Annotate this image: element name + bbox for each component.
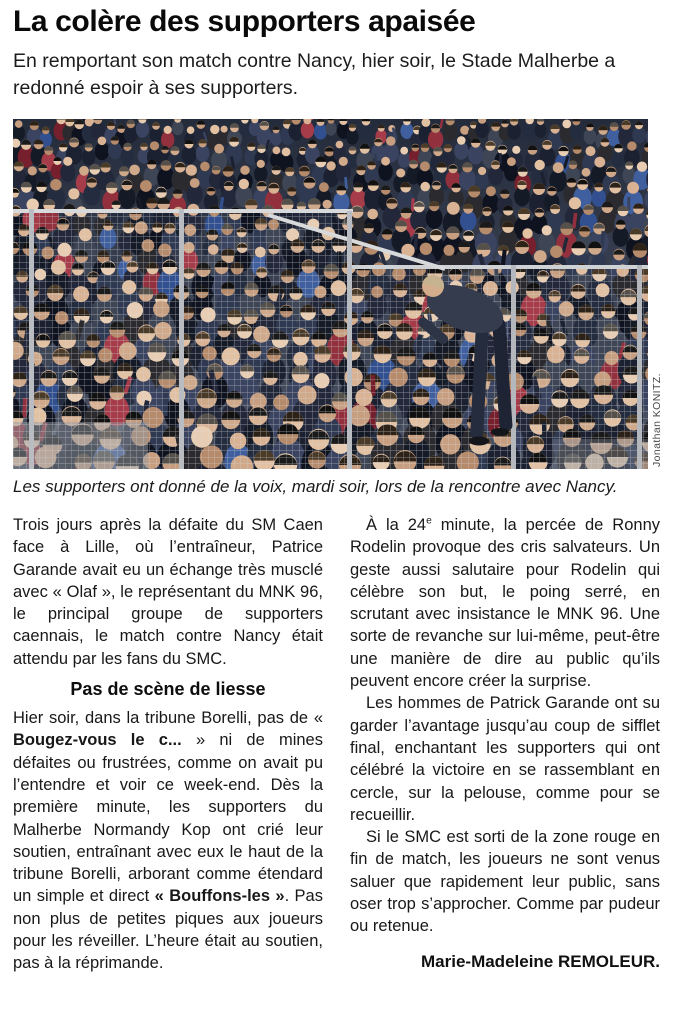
article-body bbox=[13, 514, 660, 975]
column-right bbox=[350, 514, 660, 975]
newspaper-article bbox=[0, 5, 673, 975]
standfirst: En remportant son match contre Nancy, hier soir, le Stade Malherbe a redonné espoir à ses supporters. bbox=[13, 48, 623, 102]
section-subhead: Pas de scène de liesse bbox=[13, 679, 323, 700]
headline: La colère des supporters apaisée bbox=[13, 5, 660, 39]
paragraph: Trois jours après la défaite du SM Caen face à Lille, où l’entraîneur, Patrice Garande avait eu un échange très musclé avec « Olaf », le représentant du MNK 96, le principal groupe de supporters caennais, le match contre Nancy était attendu par les fans du SMC. bbox=[13, 514, 323, 670]
crowd-photo bbox=[13, 119, 648, 469]
article-photo-figure bbox=[13, 119, 660, 469]
paragraph: Hier soir, dans la tribune Borelli, pas de « Bougez-vous le c... » ni de mines défaites ou frustrées, comme on avait pu l’entendre et voir ce week-end. Dès la première minute, les supporters du Malherbe Normandy Kop ont crié leur soutien, entraînant avec eux le haut de la tribune Borelli, arborant comme étendard un simple et direct « Bouffons-les ». Pas non plus de petites piques aux joueurs pour les réveiller. L’heure était au soutien, pas à la réprimande. bbox=[13, 707, 323, 975]
column-left bbox=[13, 514, 323, 975]
photo-credit: Jonathan KONITZ. bbox=[651, 373, 663, 467]
paragraph: Si le SMC est sorti de la zone rouge en fin de match, les joueurs ne sont venus saluer que rapidement leur public, sans oser trop s’approcher. Comme par pudeur ou retenue. bbox=[350, 826, 660, 937]
photo-caption: Les supporters ont donné de la voix, mardi soir, lors de la rencontre avec Nancy. bbox=[13, 476, 660, 497]
byline: Marie-Madeleine REMOLEUR. bbox=[350, 951, 660, 973]
paragraph: À la 24e minute, la percée de Ronny Rodelin provoque des cris salvateurs. Un geste aussi salutaire pour Rodelin qui célèbre son but, le poing serré, en scrutant avec insistance le MNK 96. Une sorte de revanche sur lui-même, peut-être une manière de dire au public qu’ils peuvent encore créer la surprise. bbox=[350, 514, 660, 692]
paragraph: Les hommes de Patrick Garande ont su garder l’avantage jusqu’au coup de sifflet final, enchantant les supporters qui ont célébré la victoire en se rassemblant en cercle, sur la pelouse, comme pour se recueillir. bbox=[350, 692, 660, 826]
